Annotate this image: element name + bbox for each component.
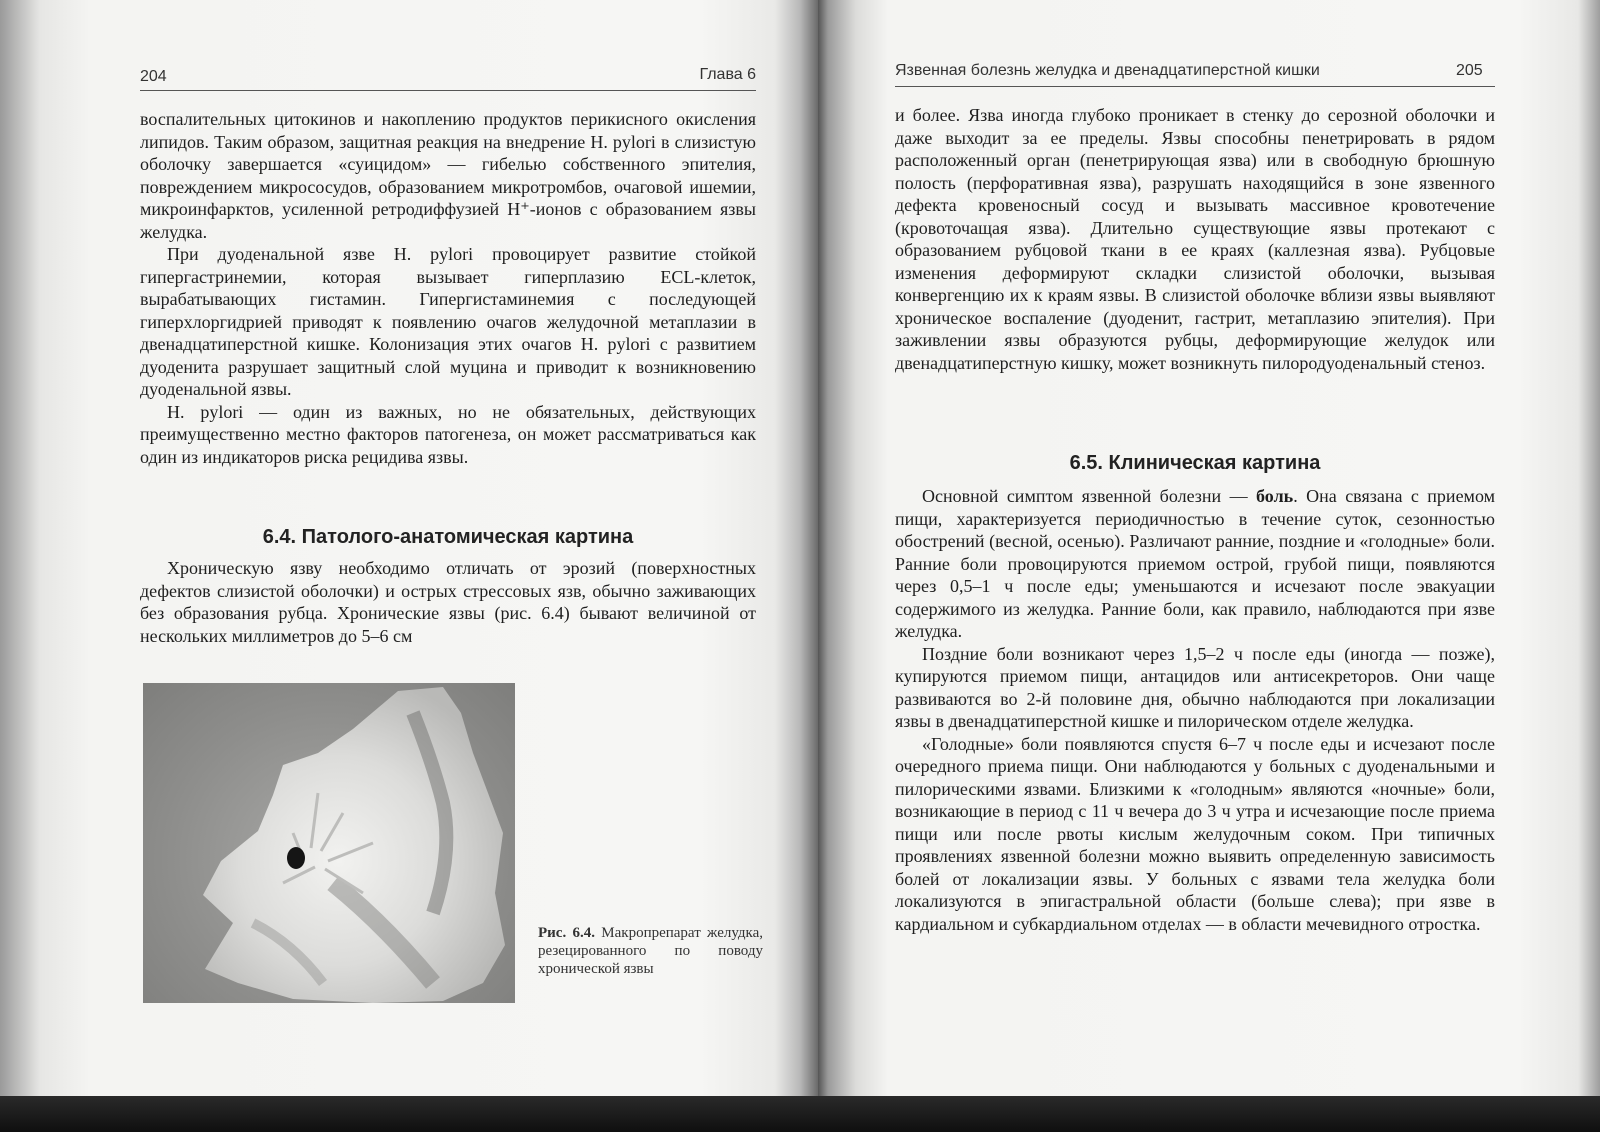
left-body-text (140, 108, 756, 468)
section-6-5-text (895, 485, 1495, 935)
paragraph: и более. Язва иногда глубоко проникает в стенку до серозной оболочки и даже выходит за ее пределы. Язвы способны пенетрировать в рядом расположенный орган (пенетрирующая язва) или в свободную брюшную полость (перфоративная язва), разрушать находящийся в зоне язвенного дефекта кровеносный сосуд и вызывать массивное кровотечение (кровоточащая язва). Длительно существующие язвы протекают с образованием рубцовой ткани в ее краях (каллезная язва). Рубцовые изменения деформируют складки слизистой оболочки, вызывая конвергенцию их к краям язвы. В слизистой оболочке вблизи язвы выявляют хроническое воспаление (дуоденит, гастрит, метаплазию эпителия). При заживлении язвы образуются рубцы, деформирующие желудок или двенадцатиперстную кишку, может возникнуть пилородуоденальный стеноз. (895, 105, 1495, 373)
specimen-image (143, 683, 515, 1003)
page-number-left: 204 (140, 68, 167, 85)
section-6-4-text (140, 557, 756, 647)
paragraph: Поздние боли возникают через 1,5–2 ч после еды (иногда — позже), купируются приемом пищи, антацидов или антисекреторов. Они чаще развиваются во 2-й половине дня, обычно наблюдаются при локализации язвы в двенадцатиперстной кишке и пилорическом отделе желудка. (895, 643, 1495, 731)
paragraph: H. pylori — один из важных, но не обязательных, действующих преимущественно местно факторов патогенеза, он может рассматриваться как один из индикаторов риска рецидива язвы. (140, 401, 756, 467)
paragraph-text: . Она связана с приемом пищи, характеризуется периодичностью в течение суток, сезонностью обострений (весной, осенью). Различают ранние, поздние и «голодные» боли. Ранние боли провоцируются приемом острой, грубой пищи, появляются через 0,5–1 ч после еды; уменьшаются и исчезают после эвакуации содержимого из желудка. Ранние боли, как правило, наблюдаются при язве желудка. (895, 486, 1495, 641)
right-page (818, 0, 1600, 1096)
figure-caption (538, 924, 763, 978)
scan-bottom-edge (0, 1096, 1600, 1132)
paragraph-text: Основной симптом язвенной болезни — (922, 486, 1257, 506)
page-number-right: 205 (1456, 62, 1483, 79)
figure-caption-text: Макропрепарат желудка, резецированного по поводу хронической язвы (538, 925, 763, 977)
bold-term-pain: боль (1256, 486, 1294, 506)
right-body-text (895, 104, 1495, 374)
paragraph: «Голодные» боли появляются спустя 6–7 ч после еды и исчезают после очередного приема пищи. Они наблюдаются у больных с дуоденальными и пилорическими язвами. Близкими к «голодным» являются «ночные» боли, возникающие в период с 11 ч вечера до 3 ч утра и исчезающие после приема пищи или после рвоты кислым желудочным соком. При типичных проявлениях язвенной болезни можно выявить определенную зависимость болей от локализации язвы. У больных с язвами тела желудка боли локализуются в эпигастральной области (больше слева); при язве в кардиальном и субкардиальном отделах — в области мечевидного отростка. (895, 733, 1495, 934)
paragraph (895, 485, 1495, 643)
section-heading-6-4: 6.4. Патолого-анатомическая картина (262, 526, 634, 548)
paragraph: воспалительных цитокинов и накоплению продуктов перикисного окисления липидов. Таким образом, защитная реакция на внедрение H. pylori в слизистую оболочку завершается «суицидом» — гибелью собственного эпителия, повреждением микрососудов, образованием микротромбов, очаговой ишемии, микроинфарктов, усиленной ретродиффузией H⁺-ионов с образованием язвы желудка. (140, 109, 756, 242)
paragraph: Хроническую язву необходимо отличать от эрозий (поверхностных дефектов слизистой оболочки) и острых стрессовых язв, обычно заживающих без образования рубца. Хронические язвы (рис. 6.4) бывают величиной от нескольких миллиметров до 5–6 см (140, 558, 756, 646)
stomach-specimen-photo (143, 683, 515, 1003)
header-rule-left (140, 90, 756, 91)
running-head-title: Язвенная болезнь желудка и двенадцатиперстной кишки (895, 62, 1320, 79)
left-page (0, 0, 818, 1096)
paragraph: При дуоденальной язве H. pylori провоцирует развитие стойкой гипергастринемии, которая вызывает гиперплазию ECL-клеток, вырабатывающих гистамин. Гипергистаминемия с последующей гиперхлоргидрией приводят к появлению очагов желудочной метаплазии в двенадцатиперстной кишке. Колонизация этих очагов H. pylori с развитием дуоденита разрушает защитный слой муцина и приводит к возникновению дуоденальной язвы. (140, 244, 756, 399)
running-head-chapter: Глава 6 (699, 66, 756, 83)
figure-caption-label: Рис. 6.4. (538, 925, 595, 941)
header-rule-right (895, 86, 1495, 87)
section-heading-6-5: 6.5. Клиническая картина (1069, 452, 1321, 474)
